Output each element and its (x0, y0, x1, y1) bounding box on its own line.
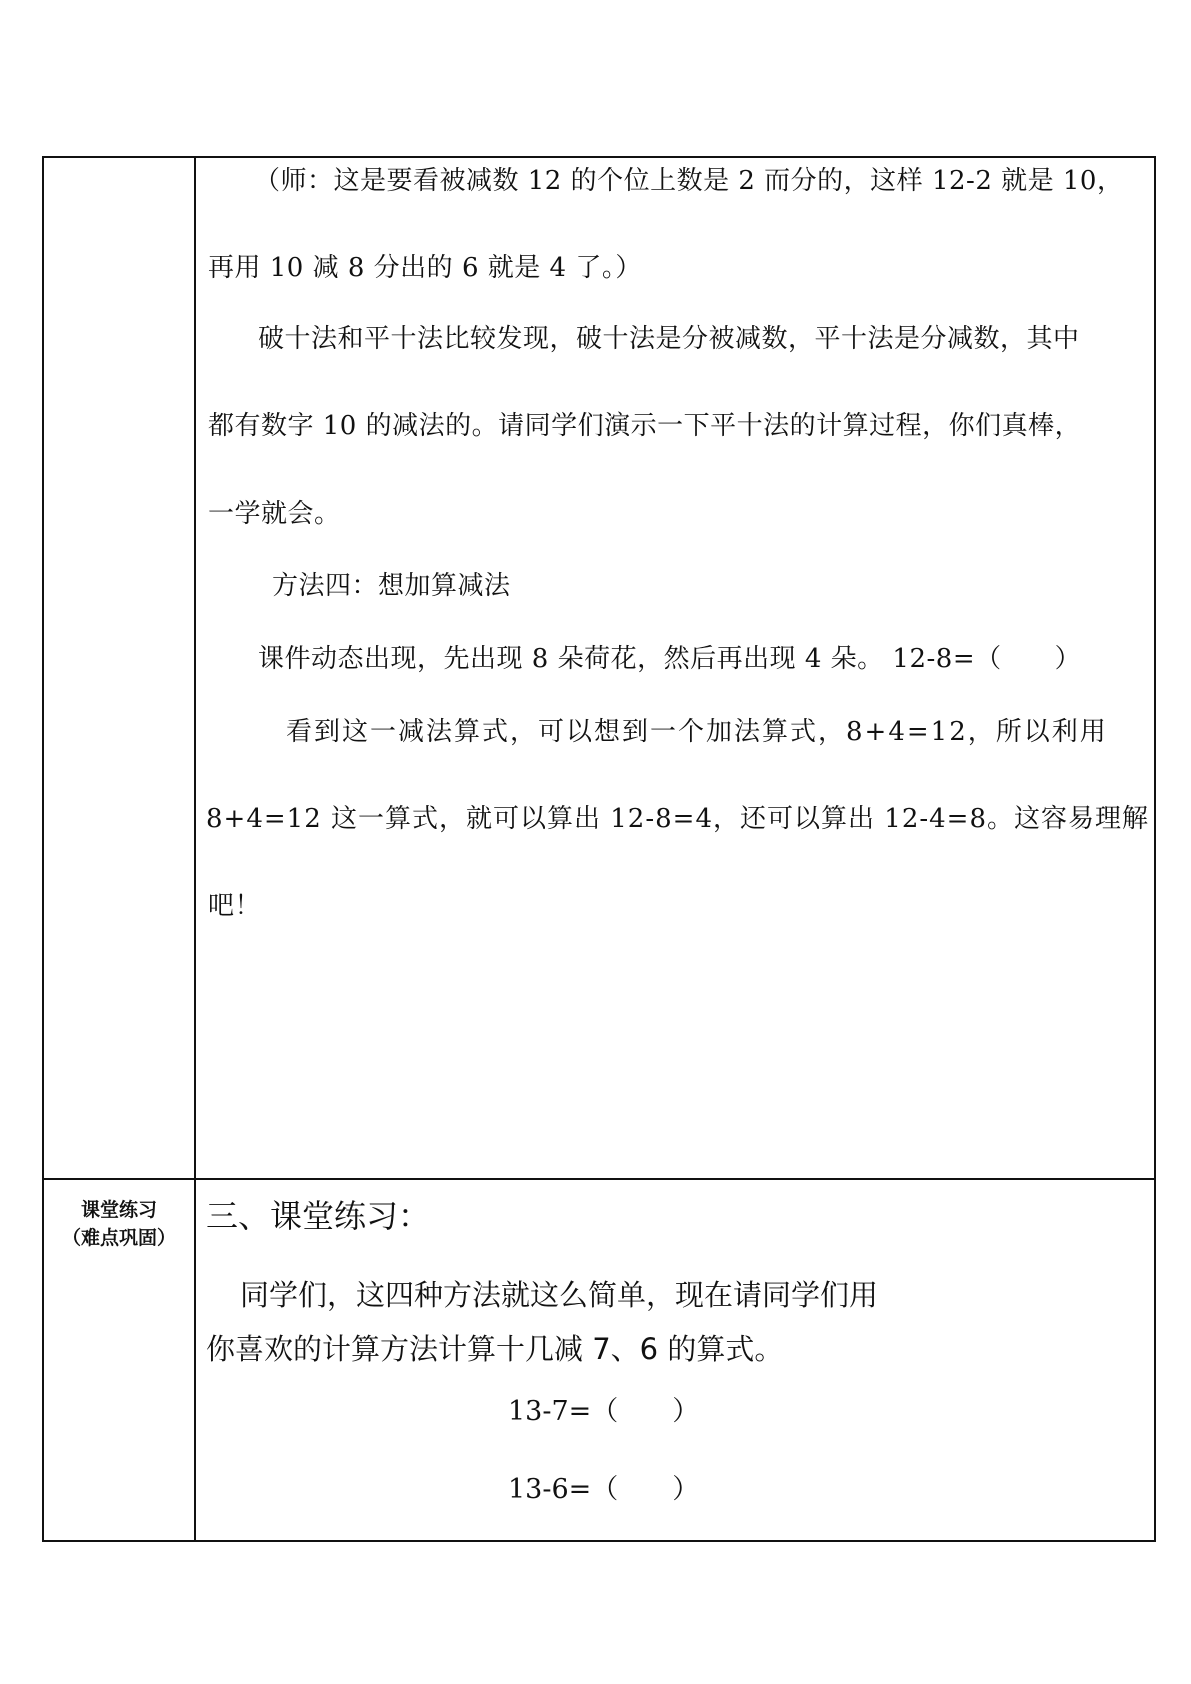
paragraph-line: （师：这是要看被减数 12 的个位上数是 2 而分的，这样 12-2 就是 10， (254, 166, 1124, 196)
paragraph-line: 破十法和平十法比较发现，破十法是分被减数，平十法是分减数，其中 (258, 324, 1080, 354)
paragraph-line: 吧！ (208, 891, 262, 921)
exercise-formula: 13-7=（ ） (508, 1396, 700, 1427)
paragraph-line: 再用 10 减 8 分出的 6 就是 4 了。） (208, 253, 642, 283)
exercise-formula: 13-6=（ ） (508, 1474, 700, 1505)
difficulty-label: （难点巩固） (61, 1227, 176, 1249)
method-four-title: 方法四：想加算减法 (272, 571, 511, 601)
practice-intro-line: 同学们，这四种方法就这么简单，现在请同学们用 (240, 1278, 879, 1312)
lesson-table (42, 156, 1156, 1542)
paragraph-line: 看到这一减法算式，可以想到一个加法算式，8+4=12，所以利用 (286, 717, 1108, 747)
paragraph-line: 一学就会。 (208, 499, 341, 529)
paragraph-line: 都有数字 10 的减法的。请同学们演示一下平十法的计算过程，你们真棒， (208, 411, 1082, 441)
table-row-practice (43, 1179, 1155, 1541)
paragraph-line: 课件动态出现，先出现 8 朵荷花，然后再出现 4 朵。 12-8=（ ） (258, 644, 1082, 674)
practice-heading: 三、课堂练习： (206, 1197, 431, 1235)
table-row-methods (43, 157, 1155, 1179)
methods-cell (195, 157, 1155, 1179)
practice-label: 课堂练习 (80, 1199, 157, 1221)
left-cell-label (43, 1179, 195, 1541)
left-cell-empty (43, 157, 195, 1179)
paragraph-line: 8+4=12 这一算式，就可以算出 12-8=4，还可以算出 12-4=8。这容易理解 (206, 804, 1150, 834)
practice-cell (195, 1179, 1155, 1541)
practice-intro-line: 你喜欢的计算方法计算十几减 7、6 的算式。 (206, 1332, 784, 1366)
